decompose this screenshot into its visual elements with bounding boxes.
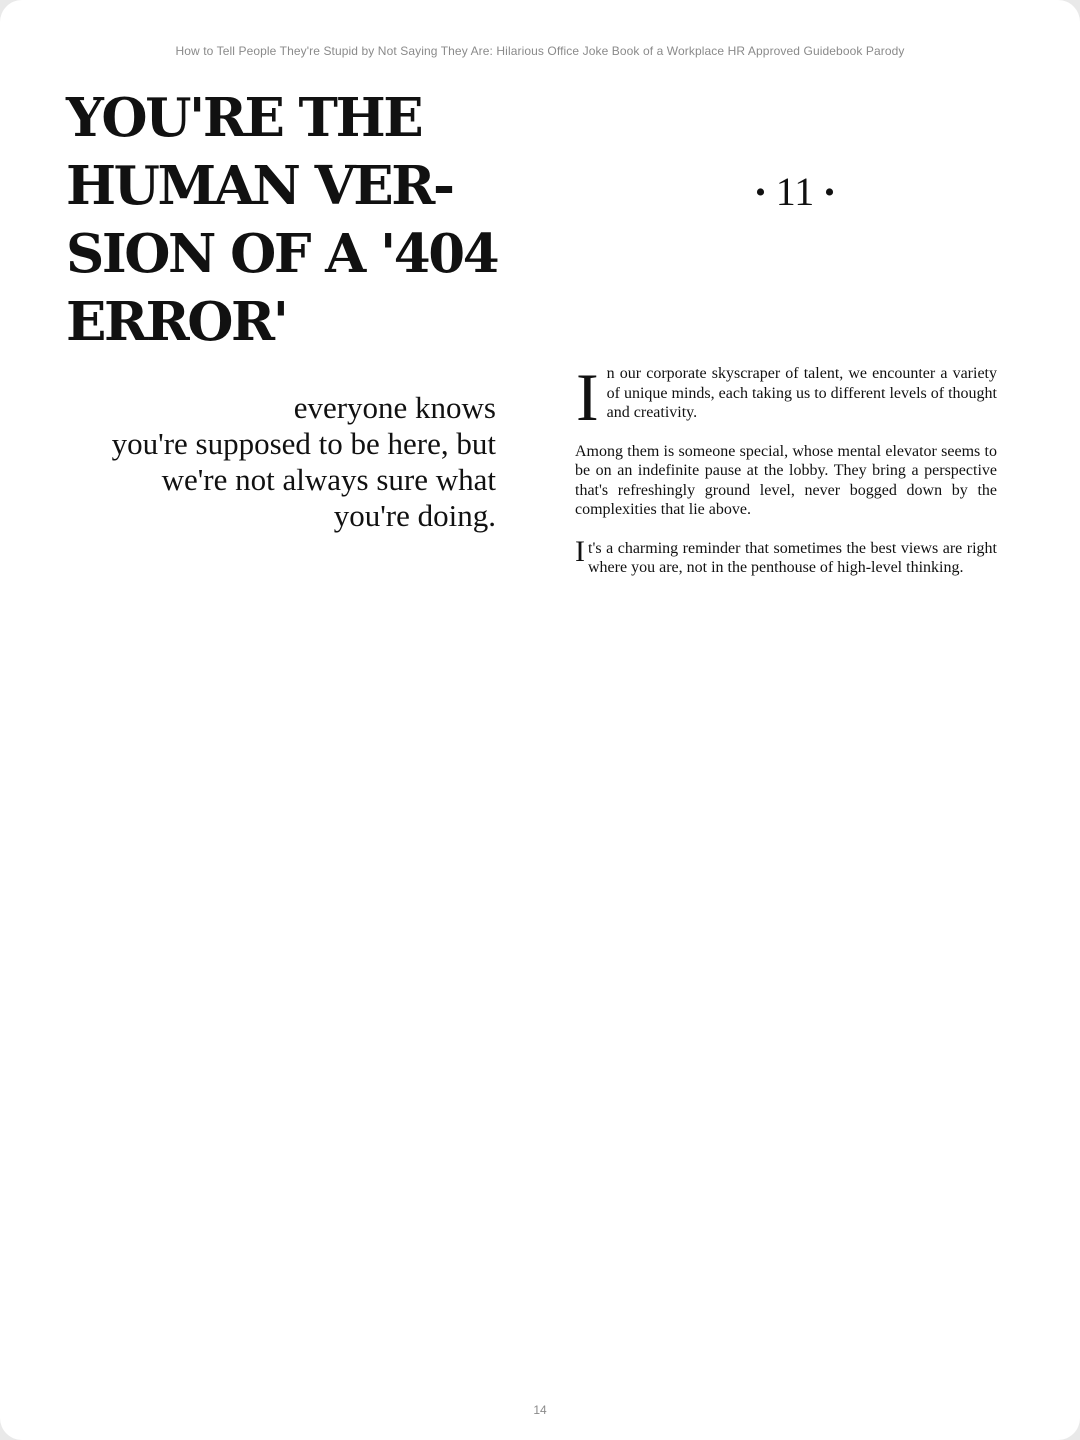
bullet-dot-icon: •	[824, 176, 835, 209]
chapter-title-line: YOU'RE THE	[66, 87, 422, 149]
paragraph-text: t's a charming reminder that sometimes the best views are right where you are, not in the penthouse of high-level thinking.	[588, 539, 997, 576]
page-number: 14	[533, 1403, 547, 1417]
body-text	[575, 359, 997, 597]
chapter-title-line: SION OF A '404	[66, 223, 498, 285]
chapter-subtitle	[66, 390, 496, 534]
chapter-number	[700, 168, 890, 217]
chapter-title-line: ERROR'	[66, 291, 287, 353]
paragraph-text: n our corporate skyscraper of talent, we encounter a variety of unique minds, each taking us to different levels of thought and creativity.	[606, 365, 997, 421]
running-header: How to Tell People They're Stupid by Not Saying They Are: Hilarious Office Joke Book of a Workplace HR Approved Guidebook Parody	[175, 44, 905, 58]
subtitle-line: everyone knows	[293, 390, 496, 425]
body-paragraph	[575, 442, 997, 520]
paragraph-text: Among them is someone special, whose mental elevator seems to be on an indefinite pause at the lobby. They bring a perspective that's refreshingly ground level, never bogged down by the complexities that lie above.	[575, 442, 997, 518]
drop-cap: I	[575, 534, 585, 568]
subtitle-line: you're supposed to be here, but	[111, 426, 496, 461]
drop-cap: I	[576, 359, 599, 435]
subtitle-line: you're doing.	[333, 498, 496, 533]
bullet-dot-icon: •	[755, 176, 766, 209]
body-paragraph	[575, 534, 997, 578]
chapter-number-value: 11	[775, 169, 815, 214]
body-paragraph	[575, 359, 997, 435]
subtitle-line: we're not always sure what	[161, 462, 496, 497]
chapter-title-line: HUMAN VER-	[66, 155, 453, 217]
chapter-title	[66, 84, 526, 356]
